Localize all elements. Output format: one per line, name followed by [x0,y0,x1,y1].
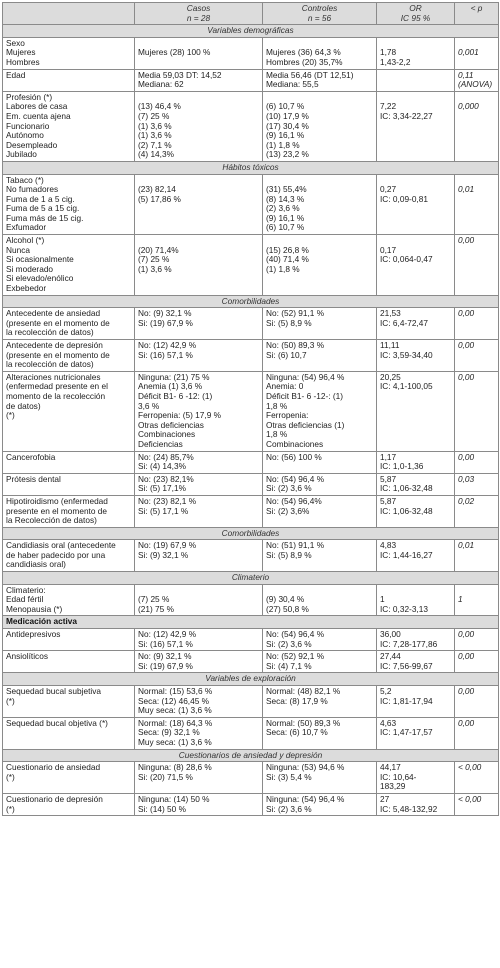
p-cell: 0,03 [455,473,499,495]
p-cell: 0,00 [455,651,499,673]
variable-cell: Alteraciones nutricionales (enfermedad presente en el momento de la recolección de datos) (*) [3,371,135,451]
section-heading: Comorbilidades [3,527,499,540]
p-cell: 0,00 [455,371,499,451]
variable-cell: Cancerofobia [3,451,135,473]
variable-cell: Antidepresivos [3,629,135,651]
section-row [3,295,499,308]
controles-cell: No: (52) 91,1 % Si: (5) 8,9 % [263,308,377,340]
or-cell: 4,83 IC: 1,44-16,27 [377,540,455,572]
controles-cell: No: (52) 92,1 % Si: (4) 7,1 % [263,651,377,673]
section-heading: Climaterio [3,572,499,585]
casos-cell: No: (23) 82,1% Si: (5) 17,1% [135,473,263,495]
casos-cell: Normal: (18) 64,3 % Seca: (9) 32,1 % Muy seca: (1) 3,6 % [135,717,263,749]
casos-cell: No: (23) 82,1 % Si: (5) 17,1 % [135,495,263,527]
table-row [3,308,499,340]
table-row [3,629,499,651]
p-cell: 0,01 [455,174,499,235]
controles-cell: (6) 10,7 % (10) 17,9 % (17) 30,4 % (9) 16,1 % (1) 1,8 % (13) 23,2 % [263,91,377,161]
section-row [3,616,499,629]
casos-cell: (7) 25 % (21) 75 % [135,584,263,616]
table-row [3,235,499,296]
table-row [3,651,499,673]
header-row [3,3,499,25]
table-row [3,584,499,616]
p-cell: < 0,00 [455,793,499,815]
section-row [3,25,499,38]
or-cell: 4,63 IC: 1,47-17,57 [377,717,455,749]
variable-cell: Alcohol (*) Nunca Si ocasionalmente Si moderado Si elevado/enólico Exbebedor [3,235,135,296]
or-cell: 5,87 IC: 1,06-32,48 [377,495,455,527]
table-row [3,793,499,815]
data-table [2,2,499,816]
or-cell: 20,25 IC: 4,1-100,05 [377,371,455,451]
p-cell: 0,00 [455,717,499,749]
variable-cell: Climaterio: Edad fértil Menopausia (*) [3,584,135,616]
section-heading: Variables demográficas [3,25,499,38]
casos-cell: No: (12) 42,9 % Si: (16) 57,1 % [135,340,263,372]
section-heading: Hábitos tóxicos [3,161,499,174]
controles-cell: Mujeres (36) 64,3 % Hombres (20) 35,7% [263,37,377,69]
casos-cell: No: (24) 85,7% Si: (4) 14,3% [135,451,263,473]
or-cell: 7,22 IC: 3,34-22,27 [377,91,455,161]
or-cell: 27,44 IC: 7,56-99,67 [377,651,455,673]
variable-cell: Sexo Mujeres Hombres [3,37,135,69]
table-row [3,37,499,69]
controles-cell: Ninguna: (54) 96,4 % Anemia: 0 Déficit B1- 6 -12-: (1) 1,8 % Ferropenia: Otras deficiencias (1) 1,8 % Combinaciones [263,371,377,451]
variable-cell: Cuestionario de depresión (*) [3,793,135,815]
p-cell: 0,001 [455,37,499,69]
controles-cell: Ninguna: (54) 96,4 % Si: (2) 3,6 % [263,793,377,815]
table-row [3,762,499,794]
or-cell: 5,2 IC: 1,81-17,94 [377,686,455,718]
variable-cell: Tabaco (*) No fumadores Fuma de 1 a 5 cig. Fuma de 5 a 15 cig. Fuma más de 15 cig. Exfumador [3,174,135,235]
p-cell: 0,02 [455,495,499,527]
table-row [3,371,499,451]
table-body [3,25,499,816]
section-row [3,572,499,585]
variable-cell: Antecedente de depresión (presente en el momento de la recolección de datos) [3,340,135,372]
casos-cell: No: (9) 32,1 % Si: (19) 67,9 % [135,651,263,673]
header-cell-p: < p [455,3,499,25]
variable-cell: Edad [3,69,135,91]
table-row [3,473,499,495]
section-row [3,749,499,762]
controles-cell: Media 56,46 (DT 12,51) Mediana: 55,5 [263,69,377,91]
header-cell-or: OR IC 95 % [377,3,455,25]
section-row [3,527,499,540]
controles-cell: Normal: (50) 89,3 % Seca: (6) 10,7 % [263,717,377,749]
casos-cell: Ninguna: (21) 75 % Anemia (1) 3,6 % Déficit B1- 6 -12: (1) 3,6 % Ferropenia: (5) 17,9 % Otras deficiencias Combinaciones Deficiencias [135,371,263,451]
or-cell: 1 IC: 0,32-3,13 [377,584,455,616]
variable-cell: Prótesis dental [3,473,135,495]
casos-cell: Media 59,03 DT: 14,52 Mediana: 62 [135,69,263,91]
p-cell: 0,11 (ANOVA) [455,69,499,91]
or-cell: 44,17 IC: 10,64- 183,29 [377,762,455,794]
casos-cell: (20) 71,4% (7) 25 % (1) 3,6 % [135,235,263,296]
p-cell: 1 [455,584,499,616]
controles-cell: (31) 55,4% (8) 14,3 % (2) 3,6 % (9) 16,1 % (6) 10,7 % [263,174,377,235]
table-row [3,91,499,161]
casos-cell: Ninguna: (14) 50 % Si: (14) 50 % [135,793,263,815]
table-row [3,451,499,473]
casos-cell: No: (12) 42,9 % Si: (16) 57,1 % [135,629,263,651]
controles-cell: No: (54) 96,4% Si: (2) 3,6% [263,495,377,527]
casos-cell: No: (9) 32,1 % Si: (19) 67,9 % [135,308,263,340]
or-cell: 1,17 IC: 1,0-1,36 [377,451,455,473]
controles-cell: (15) 26,8 % (40) 71,4 % (1) 1,8 % [263,235,377,296]
casos-cell: Ninguna: (8) 28,6 % Si: (20) 71,5 % [135,762,263,794]
table-row [3,69,499,91]
controles-cell: (9) 30,4 % (27) 50,8 % [263,584,377,616]
controles-cell: No: (51) 91,1 % Si: (5) 8,9 % [263,540,377,572]
controles-cell: No: (54) 96,4 % Si: (2) 3,6 % [263,629,377,651]
table-row [3,686,499,718]
variable-cell: Sequedad bucal subjetiva (*) [3,686,135,718]
header-cell-casos: Casos n = 28 [135,3,263,25]
or-cell: 36,00 IC: 7,28-177,86 [377,629,455,651]
variable-cell: Antecedente de ansiedad (presente en el momento de la recolección de datos) [3,308,135,340]
p-cell: 0,00 [455,451,499,473]
casos-cell: (13) 46,4 % (7) 25 % (1) 3,6 % (1) 3,6 % (2) 7,1 % (4) 14,3% [135,91,263,161]
p-cell: < 0,00 [455,762,499,794]
table-row [3,495,499,527]
controles-cell: No: (50) 89,3 % Si: (6) 10,7 [263,340,377,372]
section-heading: Comorbilidades [3,295,499,308]
or-cell: 0,17 IC: 0,064-0,47 [377,235,455,296]
section-heading: Cuestionarios de ansiedad y depresión [3,749,499,762]
section-row [3,673,499,686]
casos-cell: No: (19) 67,9 % Si: (9) 32,1 % [135,540,263,572]
section-row [3,161,499,174]
or-cell: 1,78 1,43-2,2 [377,37,455,69]
variable-cell: Sequedad bucal objetiva (*) [3,717,135,749]
controles-cell: No: (56) 100 % [263,451,377,473]
or-cell: 21,53 IC: 6,4-72,47 [377,308,455,340]
variable-cell: Hipotiroidismo (enfermedad presente en el momento de la Recolección de datos) [3,495,135,527]
casos-cell: Mujeres (28) 100 % [135,37,263,69]
variable-cell: Cuestionario de ansiedad (*) [3,762,135,794]
header-cell-variable [3,3,135,25]
casos-cell: (23) 82,14 (5) 17,86 % [135,174,263,235]
casos-cell: Normal: (15) 53,6 % Seca: (12) 46,45 % Muy seca: (1) 3,6 % [135,686,263,718]
p-cell: 0,00 [455,340,499,372]
variable-cell: Candidiasis oral (antecedente de haber padecido por una candidiasis oral) [3,540,135,572]
section-heading: Variables de exploración [3,673,499,686]
table-row [3,174,499,235]
or-cell: 0,27 IC: 0,09-0,81 [377,174,455,235]
controles-cell: Normal: (48) 82,1 % Seca: (8) 17,9 % [263,686,377,718]
or-cell [377,69,455,91]
p-cell: 0,000 [455,91,499,161]
p-cell: 0,00 [455,629,499,651]
table-row [3,717,499,749]
table-row [3,540,499,572]
p-cell: 0,00 [455,686,499,718]
variable-cell: Profesión (*) Labores de casa Em. cuenta ajena Funcionario Autónomo Desempleado Jubilado [3,91,135,161]
controles-cell: Ninguna: (53) 94,6 % Si: (3) 5,4 % [263,762,377,794]
table-row [3,340,499,372]
p-cell: 0,01 [455,540,499,572]
variable-cell: Ansiolíticos [3,651,135,673]
or-cell: 5,87 IC: 1,06-32,48 [377,473,455,495]
controles-cell: No: (54) 96,4 % Si: (2) 3,6 % [263,473,377,495]
header-cell-controles: Controles n = 56 [263,3,377,25]
or-cell: 11,11 IC: 3,59-34,40 [377,340,455,372]
p-cell: 0,00 [455,235,499,296]
p-cell: 0,00 [455,308,499,340]
section-heading: Medicación activa [3,616,499,629]
or-cell: 27 IC: 5,48-132,92 [377,793,455,815]
